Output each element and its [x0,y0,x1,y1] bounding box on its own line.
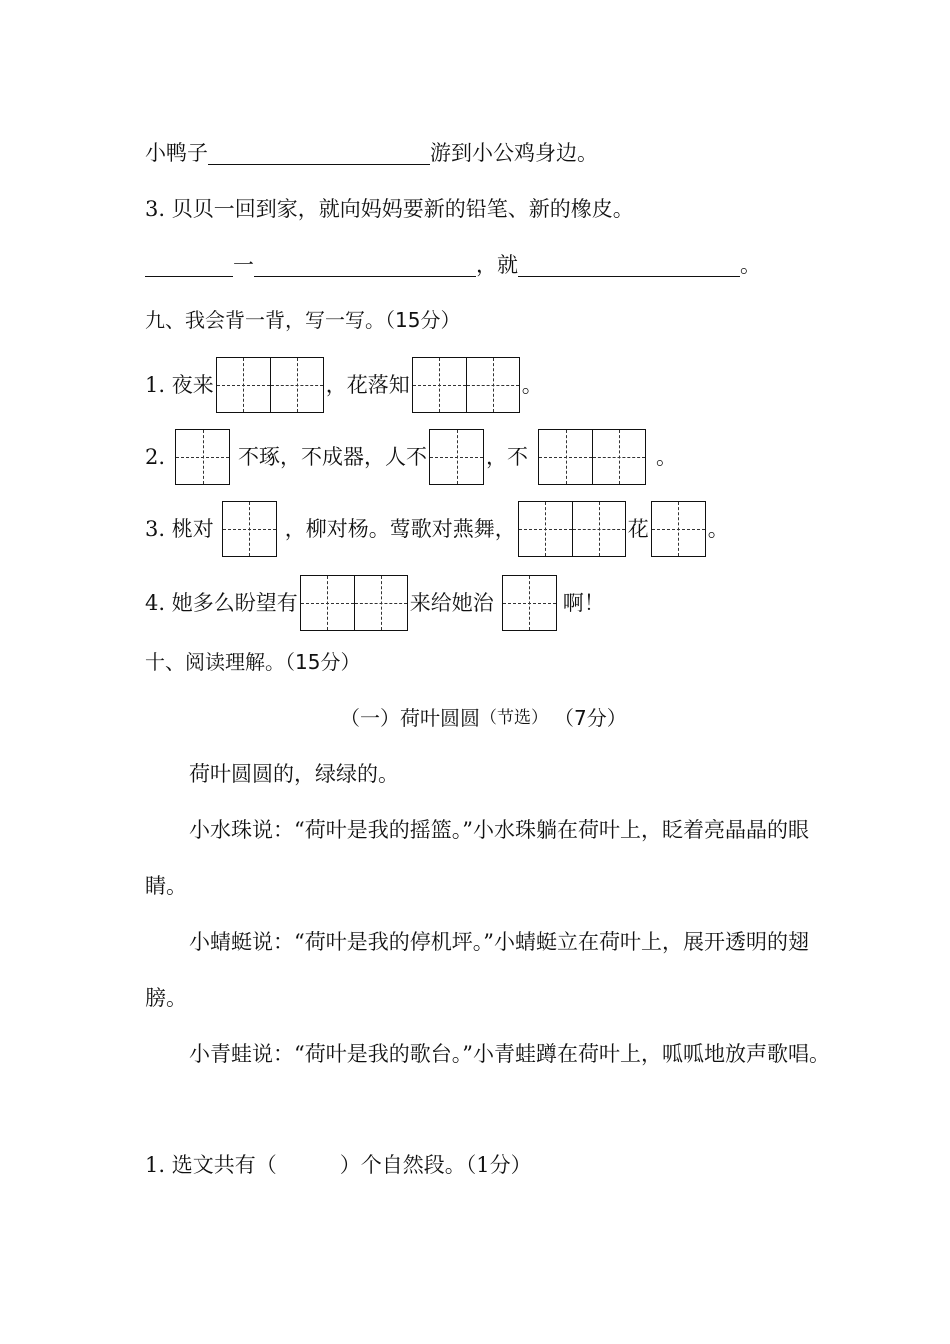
q8-item3-text: 3. 贝贝一回到家，就向妈妈要新的铅笔、新的橡皮。 [145,197,634,221]
passage-title [340,703,627,733]
writing-grid[interactable] [216,357,324,413]
passage-title-note: （节选） [480,708,548,728]
q8-pattern-line [145,250,761,280]
q9-item2-text-b: 不琢，不成器，人不 [238,445,428,469]
answer-blank[interactable] [254,254,476,277]
q9-item3-text-c: 花 [627,517,649,541]
writing-grid[interactable] [518,501,626,557]
q8-line1-after: 游到小公鸡身边。 [430,141,598,165]
writing-grid[interactable] [538,429,646,485]
passage-paragraph: 小青蛙说：“荷叶是我的歌台。”小青蛙蹲在荷叶上，呱呱地放声歌唱。 [189,1042,830,1066]
q9-item3-text-a: 3. 桃对 [145,517,214,541]
pattern-end: 。 [740,253,761,277]
answer-blank[interactable] [145,254,233,277]
passage-title-score: （7分） [554,706,627,730]
passage-paragraph: 荷叶圆圆的，绿绿的。 [189,762,399,786]
q8-item3 [145,194,634,224]
q9-item4-text-a: 4. 她多么盼望有 [145,591,298,615]
passage-title-text: （一）荷叶圆圆 [340,706,480,730]
pattern-word-jiu: ，就 [476,253,518,277]
passage-paragraph: 小蜻蜓说：“荷叶是我的停机坪。”小蜻蜓立在荷叶上，展开透明的翅膀。 [145,930,809,1010]
q9-item1 [145,357,543,413]
passage-paragraph: 小水珠说：“荷叶是我的摇篮。”小水珠躺在荷叶上，眨着亮晶晶的眼睛。 [145,818,809,898]
q9-item3-text-b: ，柳对杨。莺歌对燕舞， [284,517,516,541]
q8-line1-before: 小鸭子 [145,141,208,165]
writing-grid[interactable] [175,429,230,485]
writing-grid[interactable] [429,429,484,485]
writing-grid[interactable] [300,575,408,631]
answer-blank[interactable] [208,142,430,165]
q9-item4-text-c: 啊！ [562,591,605,615]
q9-item4-text-b: 来给她治 [409,591,494,615]
q9-title: 九、我会背一背，写一写。（15分） [145,308,461,332]
q9-item1-text-c: 。 [521,373,543,397]
writing-grid[interactable] [502,575,557,631]
q9-item2-text-a: 2. [145,445,166,469]
q9-item4 [145,575,605,631]
q9-item3-text-d: 。 [707,517,729,541]
answer-blank[interactable] [518,254,740,277]
q9-item2 [145,429,677,485]
q9-item1-text-a: 1. 夜来 [145,373,214,397]
q9-item3 [145,501,729,557]
q9-item2-text-c: ，不 [486,445,529,469]
writing-grid[interactable] [412,357,520,413]
writing-grid[interactable] [651,501,706,557]
q9-item2-text-d: 。 [656,445,678,469]
pattern-word-yi: 一 [233,253,254,277]
q8-line1 [145,138,598,168]
q10-question1: 1. 选文共有（ ）个自然段。（1分） [145,1153,532,1177]
writing-grid[interactable] [222,501,277,557]
q9-item1-text-b: ，花落知 [325,373,410,397]
q10-title: 十、阅读理解。（15分） [145,650,361,674]
